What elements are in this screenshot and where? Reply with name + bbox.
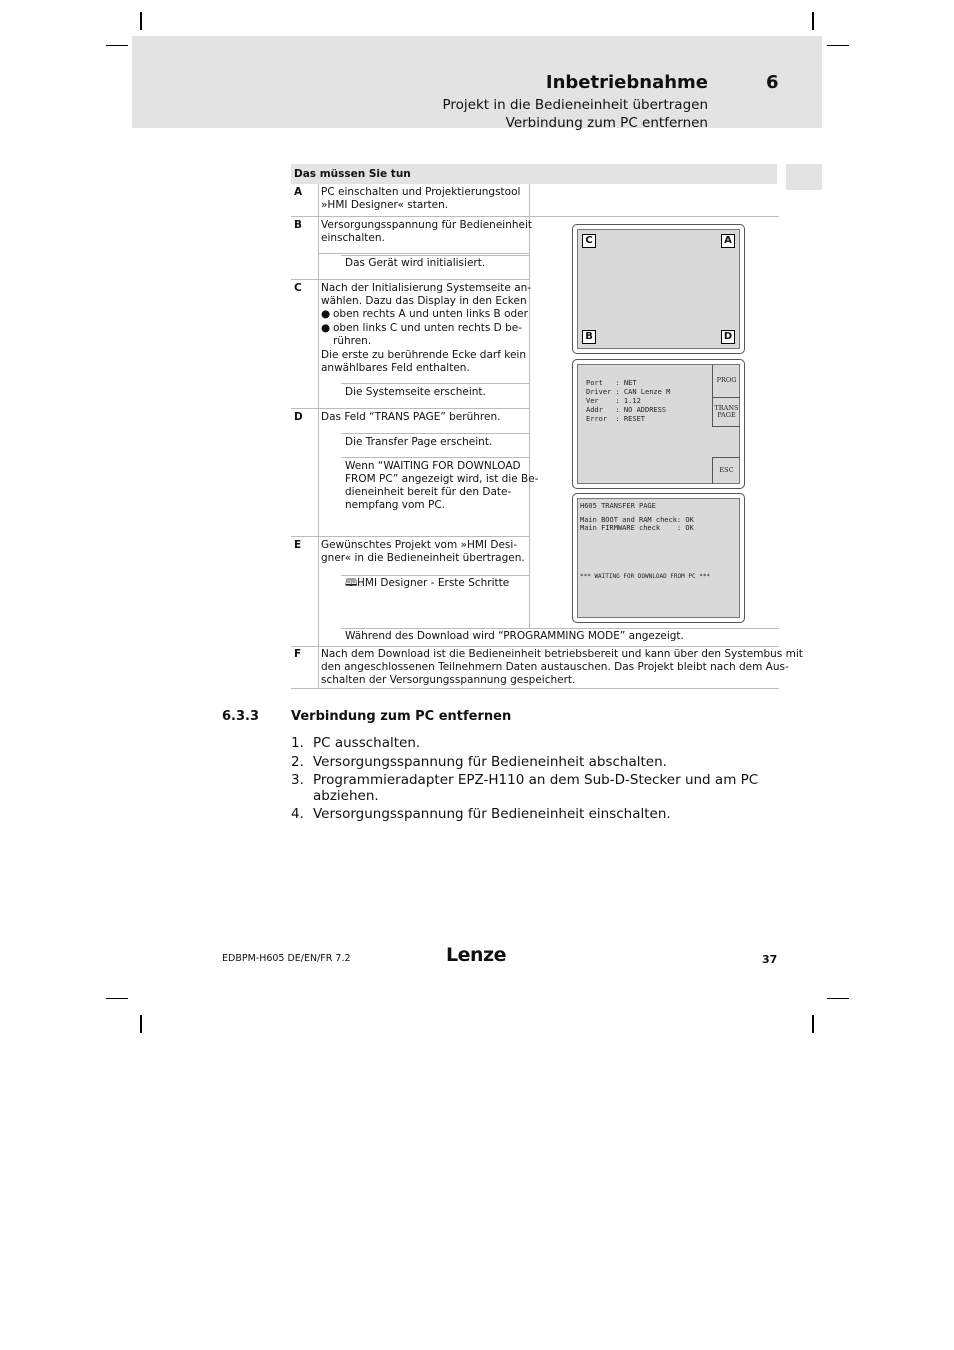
esc-button-label: ESC [719,466,734,474]
trans-page-button[interactable] [712,398,740,427]
system-line-4: Addr : NO ADDRESS [586,406,667,414]
row-divider [291,216,779,217]
row-c-text-2: wählen. Dazu das Display in den Ecken [321,295,527,307]
bullet-icon: ● [321,308,331,320]
row-b-text-1: Versorgungsspannung für Bedieneinheit [321,219,533,231]
crop-mark [812,1015,814,1033]
system-line-1: Port : NET [586,379,637,387]
row-f-text-3: schalten der Versorgungsspannung gespeichert. [321,674,576,686]
trans-page-label-2: PAGE [717,411,736,419]
display-area [577,364,740,484]
row-divider [341,457,529,458]
display-area [577,229,740,349]
row-divider [291,408,529,409]
row-d-result-1: Die Transfer Page erscheint. [345,436,493,448]
row-d-result-2a: Wenn “WAITING FOR DOWNLOAD [345,460,521,472]
crop-mark [812,12,814,30]
row-f-text-2: den angeschlossenen Teilnehmern Daten austauschen. Das Projekt bleibt nach dem Aus- [321,661,789,673]
transfer-line-1: Main BOOT and RAM check: OK [580,516,694,524]
lenze-logo: Lenze [446,944,506,966]
chapter-number: 6 [766,72,779,93]
table-heading [291,164,777,184]
row-divider [291,279,529,280]
step-text: PC ausschalten. [313,735,421,751]
row-d-result-2d: nempfang vom PC. [345,499,446,511]
step-number: 3. [291,772,304,788]
bullet-icon: ● [321,322,331,334]
section-title: Verbindung zum PC entfernen [291,709,512,724]
prog-button-label: PROG [716,376,737,384]
display-corners [572,224,745,354]
row-divider [318,253,529,254]
row-e-text-1: Gewünschtes Projekt vom »HMI Desi- [321,539,518,551]
step-number: 4. [291,806,304,822]
row-c-text-4: anwählbares Feld enthalten. [321,362,470,374]
chapter-title: Inbetriebnahme [545,72,708,93]
document-id: EDBPM-H605 DE/EN/FR 7.2 [222,953,351,964]
chapter-tab [786,164,822,190]
row-d-result-2b: FROM PC” angezeigt wird, ist die Be- [345,473,539,485]
display-system-page [572,359,745,489]
header-band [132,36,822,128]
row-c-bullet-2a: oben links C und unten rechts D be- [333,322,523,334]
row-divider [341,433,529,434]
row-d-result-2c: dieneinheit bereit für den Date- [345,486,512,498]
row-e-reference: HMI Designer - Erste Schritte [357,577,510,589]
transfer-line-2: Main FIRMWARE check : OK [580,524,694,532]
step-text-cont: abziehen. [313,788,379,804]
row-c-result: Die Systemseite erscheint. [345,386,486,398]
transfer-waiting: *** WAITING FOR DOWNLOAD FROM PC *** [580,573,711,580]
row-c-bullet-1: oben rechts A und unten links B oder [333,308,528,320]
row-divider [341,383,529,384]
crop-mark [106,998,128,999]
table-divider [318,184,319,688]
row-divider [291,536,529,537]
crop-mark [827,998,849,999]
row-c-text-1: Nach der Initialisierung Systemseite an- [321,282,532,294]
corner-d: D [721,330,735,344]
corner-a: A [721,234,735,248]
row-label-b: B [294,219,303,231]
system-line-5: Error : RESET [586,415,646,423]
step-text: Versorgungsspannung für Bedieneinheit einschalten. [313,806,671,822]
step-number: 2. [291,754,304,770]
row-divider [341,628,779,629]
table-heading-text: Das müssen Sie tun [294,168,411,180]
book-icon: 🕮 [345,577,358,589]
row-divider [291,646,779,647]
subtitle-2: Verbindung zum PC entfernen [505,115,708,131]
row-b-text-2: einschalten. [321,232,385,244]
system-line-2: Driver : CAN Lenze M [586,388,671,396]
corner-b: B [582,330,596,344]
prog-button[interactable] [712,365,740,398]
subtitle-1: Projekt in die Bedieneinheit übertragen [442,97,708,113]
section-number: 6.3.3 [222,709,260,724]
esc-button[interactable] [712,457,740,484]
table-divider [529,184,530,628]
row-c-bullet-2b: rühren. [333,335,372,347]
system-line-3: Ver : 1.12 [586,397,641,405]
step-text: Versorgungsspannung für Bedieneinheit abschalten. [313,754,667,770]
display-area [577,498,740,618]
display-transfer-page [572,493,745,623]
row-divider [341,575,529,576]
trans-page-label-1: TRANS [714,404,739,412]
row-a-text-1: PC einschalten und Projektierungstool [321,186,521,198]
row-b-result: Das Gerät wird initialisiert. [345,257,486,269]
row-e-result: Während des Download wird “PROGRAMMING MODE” angezeigt. [345,630,684,642]
page-number: 37 [762,953,778,966]
step-text: Programmieradapter EPZ-H110 an dem Sub-D-Stecker und am PC [313,772,759,788]
crop-mark [827,45,849,46]
crop-mark [106,45,128,46]
row-divider [291,688,779,689]
corner-c: C [582,234,596,248]
row-e-text-2: gner« in die Bedieneinheit übertragen. [321,552,525,564]
step-number: 1. [291,735,304,751]
crop-mark [140,12,142,30]
row-label-a: A [294,186,303,198]
crop-mark [140,1015,142,1033]
row-label-e: E [294,539,302,551]
row-d-text: Das Feld “TRANS PAGE” berühren. [321,411,501,423]
row-label-d: D [294,411,303,423]
row-divider [341,255,529,256]
row-label-c: C [294,282,302,294]
row-f-text-1: Nach dem Download ist die Bedieneinheit betriebsbereit und kann über den Systembus mit [321,648,803,660]
transfer-title: H605 TRANSFER PAGE [580,502,656,510]
row-a-text-2: »HMI Designer« starten. [321,199,449,211]
row-c-text-3: Die erste zu berührende Ecke darf kein [321,349,526,361]
row-label-f: F [294,648,302,660]
